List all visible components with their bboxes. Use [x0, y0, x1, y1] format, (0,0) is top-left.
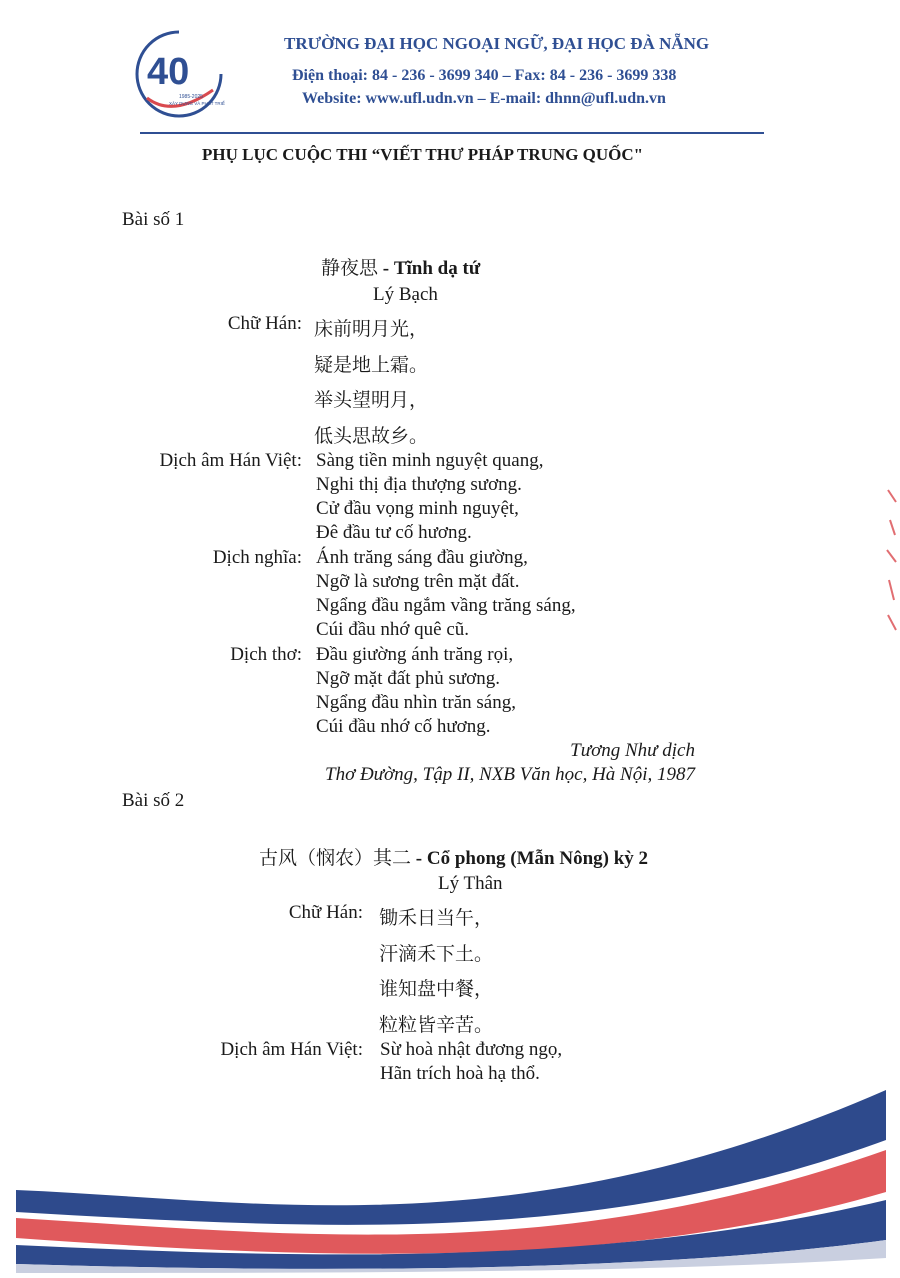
- poem1-label-han: Chữ Hán:: [227, 313, 302, 334]
- poem1-am-line: Sàng tiền minh nguyệt quang,: [316, 450, 544, 471]
- poem1-am-line: Cử đầu vọng minh nguyệt,: [316, 498, 519, 519]
- poem1-nghia-line: Ngỡ là sương trên mặt đất.: [316, 571, 520, 592]
- poem2-title-vn: Cổ phong (Mẫn Nông) kỳ 2: [426, 848, 649, 869]
- contact-web-email: Website: www.ufl.udn.vn – E-mail: dhnn@ufl.udn.vn: [302, 90, 666, 107]
- poem1-han-line: 低头思故乡。: [314, 425, 429, 447]
- svg-text:1985-2025: 1985-2025: [179, 94, 203, 100]
- poem1-han-line: 床前明月光，: [314, 318, 429, 340]
- poem2-am-line: Sừ hoà nhật đương ngọ,: [380, 1039, 563, 1060]
- poem1-am-line: Nghi thị địa thượng sương.: [316, 474, 522, 495]
- poem1-nghia-line: Cúi đầu nhớ quê cũ.: [316, 619, 470, 640]
- poem1-translator: Tương Như dịch: [570, 740, 695, 761]
- poem2-label-han: Chữ Hán:: [288, 902, 363, 923]
- svg-text:XÂY DỰNG VÀ PHÁT TRIỂN: XÂY DỰNG VÀ PHÁT TRIỂN: [169, 101, 225, 106]
- poem1-han-line: 举头望明月，: [314, 389, 429, 411]
- poem1-nghia-line: Ánh trăng sáng đầu giường,: [316, 547, 528, 568]
- poem2-author: Lý Thân: [438, 873, 503, 894]
- document-title: PHỤ LỤC CUỘC THI “VIẾT THƯ PHÁP TRUNG QUỐC": [202, 145, 644, 164]
- poem1-tho-line: Ngẩng đầu nhìn trăn sáng,: [316, 692, 516, 713]
- poem2-han-line: 锄禾日当午，: [379, 907, 494, 929]
- edge-stamp-marks: [884, 480, 898, 640]
- poem1-label-am: Dịch âm Hán Việt:: [159, 450, 302, 471]
- poem1-label-tho: Dịch thơ:: [230, 644, 302, 665]
- poem1-tho-line: Ngỡ mặt đất phủ sương.: [316, 668, 500, 689]
- poem2-title-sep: -: [411, 848, 427, 869]
- poem1-tho-line: Cúi đầu nhớ cố hương.: [316, 716, 491, 737]
- poem1-title-sep: -: [378, 258, 394, 279]
- footer-wave-decoration: [0, 1080, 900, 1273]
- poem1-nghia-line: Ngẩng đầu ngắm vầng trăng sáng,: [316, 595, 576, 616]
- poem2-han-line: 谁知盘中餐，: [379, 978, 494, 1000]
- poem1-label-nghia: Dịch nghĩa:: [212, 547, 302, 568]
- poem2-am-line: Hãn trích hoà hạ thổ.: [380, 1063, 540, 1084]
- contact-phone-fax: Điện thoại: 84 - 236 - 3699 340 – Fax: 84 - 236 - 3699 338: [292, 67, 677, 84]
- poem1-author: Lý Bạch: [373, 284, 438, 305]
- university-logo: [133, 28, 225, 120]
- poem1-am-line: Đê đầu tư cố hương.: [316, 522, 472, 543]
- poem1-tho-line: Đầu giường ánh trăng rọi,: [316, 644, 514, 665]
- poem1-han-line: 疑是地上霜。: [314, 354, 429, 376]
- poem2-han-line: 汗滴禾下土。: [379, 943, 494, 965]
- school-name: TRƯỜNG ĐẠI HỌC NGOẠI NGỮ, ĐẠI HỌC ĐÀ NẴNG: [284, 34, 710, 53]
- svg-text:40: 40: [147, 51, 190, 93]
- poem2-section-label: Bài số 2: [122, 790, 185, 811]
- poem2-han-line: 粒粒皆辛苦。: [379, 1014, 494, 1036]
- poem1-title-vn: Tĩnh dạ tứ: [393, 258, 481, 279]
- poem1-title-cjk: 静夜思: [321, 257, 379, 279]
- poem2-title: [259, 843, 648, 870]
- poem1-section-label: Bài số 1: [122, 209, 185, 230]
- poem2-label-am: Dịch âm Hán Việt:: [220, 1039, 363, 1060]
- header-divider: [140, 132, 764, 134]
- poem1-title: [321, 253, 480, 280]
- poem2-title-cjk: 古风（悯农）其二: [259, 847, 412, 869]
- poem1-source: Thơ Đường, Tập II, NXB Văn học, Hà Nội, 1987: [325, 764, 695, 785]
